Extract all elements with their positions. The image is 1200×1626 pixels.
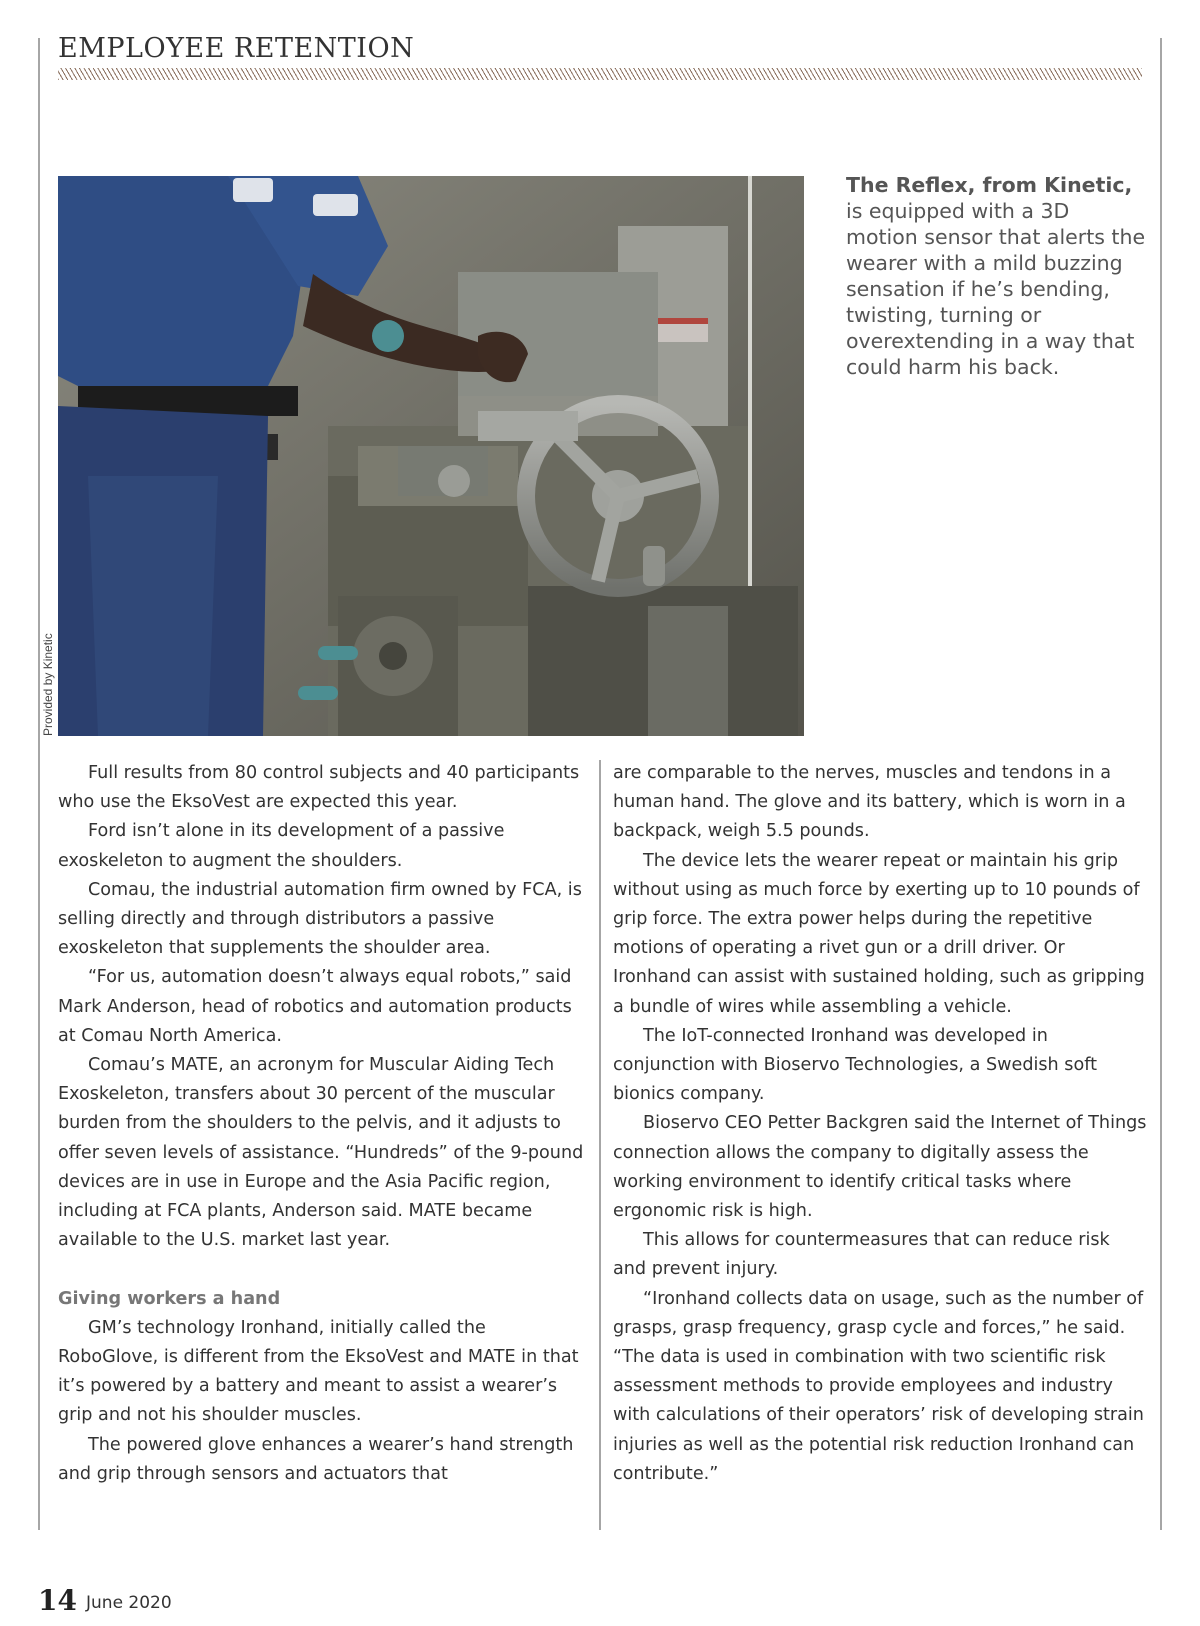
section-subhead: Giving workers a hand (58, 1288, 281, 1309)
photo-credit: Provided by Kinetic (41, 633, 55, 736)
page-number: 14 (38, 1584, 77, 1617)
body-paragraph: This allows for countermeasures that can reduce risk and prevent injury. (613, 1230, 1110, 1280)
body-paragraph: Bioservo CEO Petter Backgren said the Internet of Things connection allows the company to digitally assess the working environment to identify critical tasks where ergonomic risk is high. (613, 1113, 1147, 1222)
body-paragraph: GM’s technology Ironhand, initially called the RoboGlove, is different from the EksoVest and MATE in that it’s powered by a battery and meant to assist a wearer’s grip and not his shoulder muscles. (58, 1317, 579, 1426)
article-column-1 (58, 759, 586, 1489)
body-paragraph: Full results from 80 control subjects and 40 participants who use the EksoVest are expected this year. (58, 763, 580, 813)
column-divider (599, 760, 601, 1530)
body-paragraph: Comau’s MATE, an acronym for Muscular Aiding Tech Exoskeleton, transfers about 30 percent of the muscular burden from the shoulders to the pelvis, and it adjusts to offer seven levels of assistance. “Hundreds” of the 9-pound devices are in use in Europe and the Asia Pacific region, including at FCA plants, Anderson said. MATE became available to the U.S. market last year. (58, 1055, 584, 1251)
caption-lead: The Reflex, from Kinetic, (846, 173, 1133, 197)
lathe-worker-illustration (58, 176, 804, 736)
photo-caption (846, 172, 1146, 380)
body-paragraph: The IoT-connected Ironhand was developed in conjunction with Bioservo Technologies, a Swedish soft bionics company. (613, 1025, 1098, 1105)
right-margin-rule (1160, 38, 1162, 1530)
body-paragraph: Ford isn’t alone in its development of a passive exoskeleton to augment the shoulders. (58, 821, 505, 871)
caption-text: is equipped with a 3D motion sensor that alerts the wearer with a mild buzzing sensation if he’s bending, twisting, turning or overextending in a way that could harm his back. (846, 199, 1146, 379)
header-hatch-rule (58, 68, 1142, 80)
section-label: EMPLOYEE RETENTION (58, 33, 415, 64)
article-column-2 (613, 759, 1148, 1489)
body-paragraph: Comau, the industrial automation firm owned by FCA, is selling directly and through distributors a passive exoskeleton that supplements the shoulder area. (58, 879, 582, 959)
issue-date: June 2020 (86, 1593, 172, 1613)
body-paragraph: “Ironhand collects data on usage, such as the number of grasps, grasp frequency, grasp cycle and forces,” he said. “The data is used in combination with two scientific risk assessment methods to provide employees and industry with calculations of their operators’ risk of developing strain injuries as well as the potential risk reduction Ironhand can contribute.” (613, 1288, 1144, 1484)
body-paragraph: “For us, automation doesn’t always equal robots,” said Mark Anderson, head of robotics and automation products at Comau North America. (58, 967, 572, 1046)
body-paragraph: The powered glove enhances a wearer’s hand strength and grip through sensors and actuators that (58, 1434, 574, 1484)
body-paragraph-continuation: are comparable to the nerves, muscles and tendons in a human hand. The glove and its battery, which is worn in a backpack, weigh 5.5 pounds. (613, 763, 1126, 842)
left-margin-rule (38, 38, 40, 1530)
body-paragraph: The device lets the wearer repeat or maintain his grip without using as much force by exerting up to 10 pounds of grip force. The extra power helps during the repetitive motions of operating a rivet gun or a drill driver. Or Ironhand can assist with sustained holding, such as gripping a bundle of wires while assembling a vehicle. (613, 850, 1145, 1017)
article-photo (58, 176, 804, 736)
